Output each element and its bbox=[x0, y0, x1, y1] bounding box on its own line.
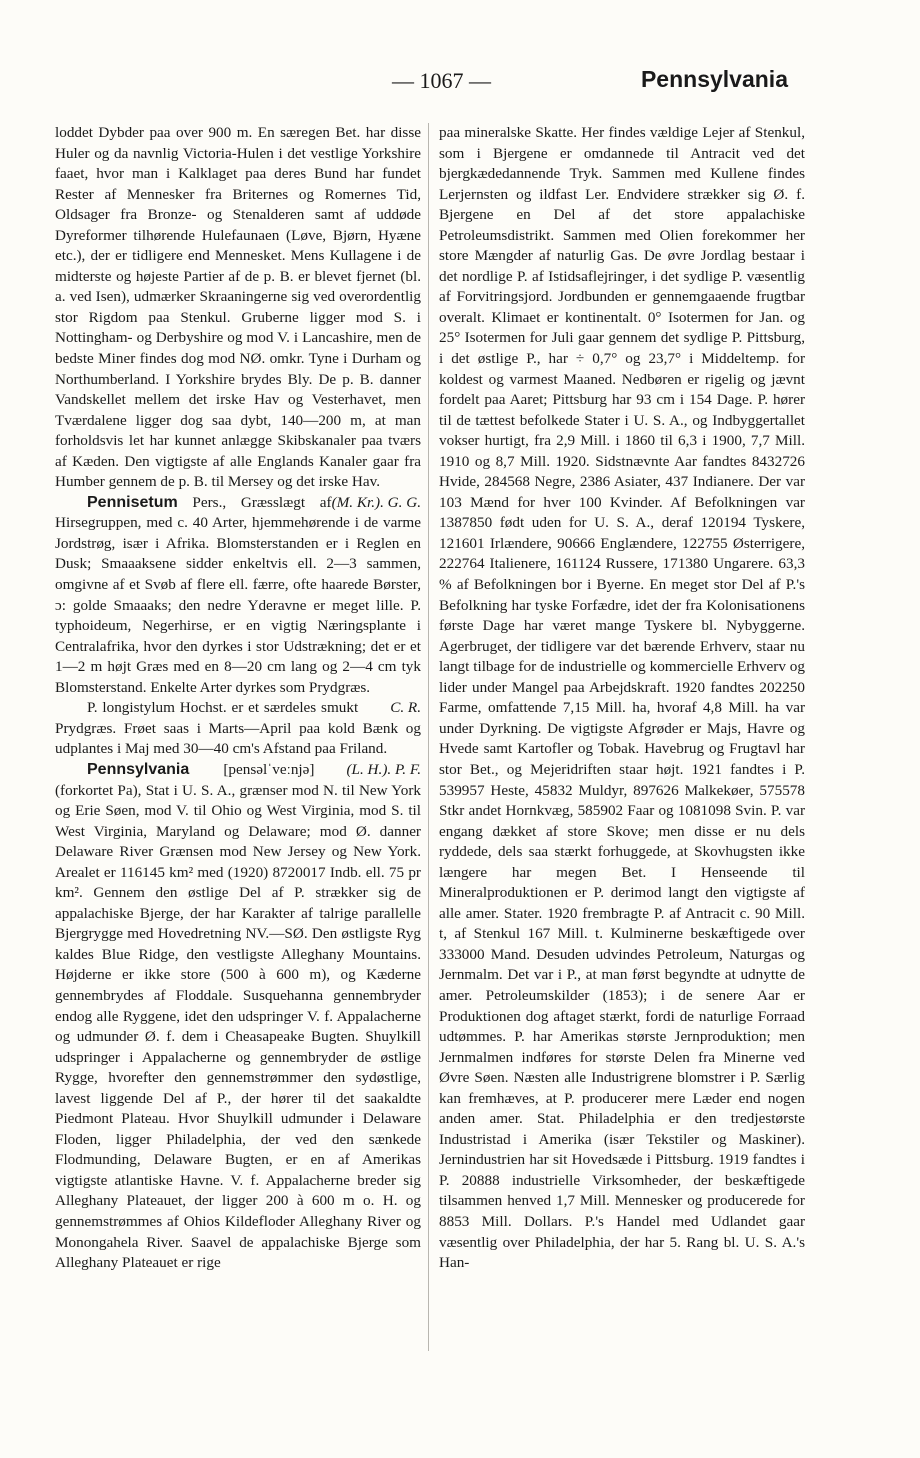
entry-pennsylvania bbox=[55, 760, 421, 1274]
column-divider bbox=[428, 123, 429, 1351]
page-header bbox=[52, 62, 788, 102]
entry-signature: C. R. bbox=[390, 699, 421, 717]
subentry-signature: (L. H.). P. F. bbox=[346, 760, 421, 778]
running-head: Pennsylvania bbox=[640, 66, 788, 92]
intro-text: loddet Dybder paa over 900 m. En særegen Bet. har disse Huler og da navnlig Victoria-Hulen i det vestlige Yorkshire faaet, hvor man i Kalklaget paa deres Bund har fundet Rester af Mennesker fra Briternes og Romernes Tid, Oldsager fra Bronze- og Stenalderen samt af uddøde Dyreformer tilhørende Hulefaunaen (Løve, Bjørn, Hyæne etc.), der er tidligere end Mennesket. Mens Kullagene i de midterste og højeste Partier af de p. B. er blevet fjernet (bl. a. ved Isen), udmærker Skraaningerne sig ved overordentlig stor Rigdom paa Stenkul. Gruberne ligger mod S. i Nottingham- og Derbyshire og mod V. i Lancashire, men de bedste Miner findes dog mod NØ. omkr. Tyne i Durham og Northumberland. I Yorkshire brydes Bly. De p. B. danner Vandskellet mellem det irske Hav og Vesterhavet, men Tværdalene ligger dog saa dybt, 140—200 m, at man forholdsvis let har kunnet anlægge Skibskanaler paa tværs af Kæden. Den vigtigste af alle Englands Kanaler gaar fra Humber gennem de p. B. til Mersey og det irske Hav. bbox=[55, 124, 421, 491]
intro-signature: (M. Kr.). G. G. bbox=[331, 493, 421, 511]
page-number: — 1067 — bbox=[392, 68, 491, 93]
continuation-text: paa mineralske Skatte. Her findes vældige Lejer af Stenkul, som i Bjergene er omdannede til Antracit ved det bjergkædedannende Tryk. Sammen med Kullene findes Lerjernsten og ildfast Ler. Endvidere strækker sig Ø. f. Bjergene en Del af det store appalachiske Petroleumsdistrikt. Sammen med Olien forekommer her store Mængder af naturlig Gas. De øvre Jordlag bestaar i det nordlige P. af Istidsaflejringer, i det sydlige P. væsentlig af Forvitringsjord. Jordbunden er gennemgaaende frugtbar overalt. Klimaet er kontinentalt. 0° Isotermen for Jan. og 25° Isotermen for Juli gaar gennem det sydlige P. Pittsburg, i det østlige P., har ÷ 0,7° og 23,7° i Middeltemp. for koldest og varmest Maaned. Nedbøren er rigelig og jævnt fordelt paa Aaret; Pittsburg har 93 cm i 154 Dage. P. hører til de tættest befolkede Stater i U. S. A., og Indbyggertallet vokser hurtigt, fra 2,9 Mill. i 1860 til 6,3 i 1900, 7,7 Mill. 1910 og 8,7 Mill. 1920. Sidstnævnte Aar fandtes 8432726 Hvide, 284568 Negre, 2386 Asiater, 437 Indianere. Der var 103 Mænd for hver 100 Kvinder. Af Befolkningen var 1387850 født uden for U. S. A., deraf 120194 Tyskere, 121601 Irlændere, 90666 Englændere, 122755 Østerrigere, 222764 Italienere, 161124 Russere, 171380 Ungarere. 63,3 % af Befolkningen bor i Byerne. En meget stor Del af P.'s Befolkning har tyske Forfædre, idet der fra Kolonisationens første Dage har været mange Tyskere bl. Nybyggerne. Agerbruget, der tidligere var det bærende Erhverv, staar nu langt tilbage for de industrielle og kommercielle Erhverv og lider under Mangel paa Arbejdskraft. 1920 fandtes 202250 Farme, omfattende 7,15 Mill. ha, hvoraf 4,8 Mill. ha var under Dyrkning. De vigtigste Afgrøder er Majs, Havre og Hvede samt Kartofler og Tobak. Havebrug og Frugtavl har stor Bet., og Mejeridriften staar højt. 1921 fandtes i P. 539957 Heste, 45832 Muldyr, 897626 Malkekøer, 575578 Stkr andet Hornkvæg, 585902 Faar og 1081098 Svin. P. var engang dækket af store Skove; men disse er nu dels ryddede, dels saa stærkt forhuggede, at Skovhugsten ikke længere har megen Bet. I Henseende til Mineralproduktionen er P. derimod langt den vigtigste af alle amer. Stater. 1920 frembragte P. af Antracit c. 90 Mill. t, af Stenkul 167 Mill. t. Kulminerne beskæftigede over 333000 Mand. Desuden udvindes Petroleum, Naturgas og Jernmalm. Det var i P., at man først begyndte at udnytte de amer. Petroleumskilder (1853); i de senere Aar er Produktionen dog aftaget stærkt, fordi de naturlige Forraad udtømmes. P. har Amerikas største Jernproduktion; men Jernmalmen indføres for største Delen fra Minerne ved Øvre Søen. Næsten alle Industrigrene blomstrer i P. Særlig kan fremhæves, at P. producerer mere Læder end nogen anden amer. Stat. Philadelphia er den tredjestørste Industristad i Amerika (især Tekstiler og Maskiner). Jernindustrien har sit Hovedsæde i Pittsburg. 1919 fandtes i P. 20888 industrielle Virksomheder, der beskæftigede tilsammen henved 1,7 Mill. Mennesker og producerede for 8853 Mill. Dollars. P.'s Handel med Udlandet gaar væsentlig over Philadelphia, der har 5. Rang bl. U. S. A.'s Han- bbox=[439, 124, 805, 1272]
subentry-text: P. longistylum Hochst. er et særdeles smukt Prydgræs. Frøet saas i Marts—April paa kold Bænk og udplantes i Maj med 30—40 cm's Afstand paa Friland. bbox=[55, 699, 421, 758]
entry-text: Pers., Græsslægt af Hirsegruppen, med c. 40 Arter, hjemmehørende i de varme Jordstrøg, især i Afrika. Blomsterstanden er i Reglen en Dusk; Smaaaksene sidder enkeltvis ell. 2—3 sammen, omgivne af et Svøb af flere ell. færre, ofte haarede Børster, ɔ: golde Smaaaks; den nedre Yderavne er meget lille. P. typhoideum, Negerhirse, er en vigtig Næringsplante i Centralafrika, hvor den dyrkes i stor Udstrækning; det er et 1—2 m højt Græs med en 8—20 cm lang og 2—4 cm tyk Blomsterstand. Enkelte Arter dyrkes som Prydgræs. bbox=[55, 493, 421, 696]
headword: Pennsylvania bbox=[87, 760, 190, 778]
entry-continuation bbox=[439, 123, 805, 1274]
right-column bbox=[439, 123, 805, 1274]
headword: Pennisetum bbox=[87, 493, 178, 511]
left-column bbox=[55, 123, 421, 1274]
entry-pennisetum bbox=[55, 493, 421, 717]
entry-text: [pensəlˈveːnjə] (forkortet Pa), Stat i U. S. A., grænser mod N. til New York og Erie Søen, mod V. til Ohio og West Virginia, mod S. til West Virginia, Maryland og Delaware; mod Ø. danner Delaware River Grænsen mod New Jersey og New York. Arealet er 116145 km² med (1920) 8720017 Indb. ell. 75 pr km². Gennem den østlige Del af P. strækker sig de appalachiske Bjerge, der har Karakter af talrige parallelle Bjergrygge med Hovedretning NV.—SØ. Den østligste Ryg kaldes Blue Ridge, den vestligste Alleghany Mountains. Højderne er ikke store (500 à 600 m), og Kæderne gennembrydes af Floddale. Susquehanna gennembryder endog alle Ryggene, idet den udspringer V. f. Appalacherne og udmunder Ø. f. dem i Cheasapeake Bugten. Shuylkill udspringer i Appalacherne og gennembryder de østlige Rygge, hvorefter den gennemstrømmer den sydøstlige, lavest liggende Del af P., der hører til det saakaldte Piedmont Plateau. Hvor Shuylkill udmunder i Delaware Floden, ligger Philadelphia, der ved den sænkede Flodmunding, Delaware Bugten, er en af Amerikas vigtigste atlantiske Havne. V. f. Appalacherne breder sig Alleghany Plateauet, der ligger 200 à 600 m o. H. og gennemstrømmes af Ohios Kildefloder Alleghany River og Monongahela River. Saavel de appalachiske Bjerge som Alleghany Plateauet er rige bbox=[55, 760, 421, 1272]
